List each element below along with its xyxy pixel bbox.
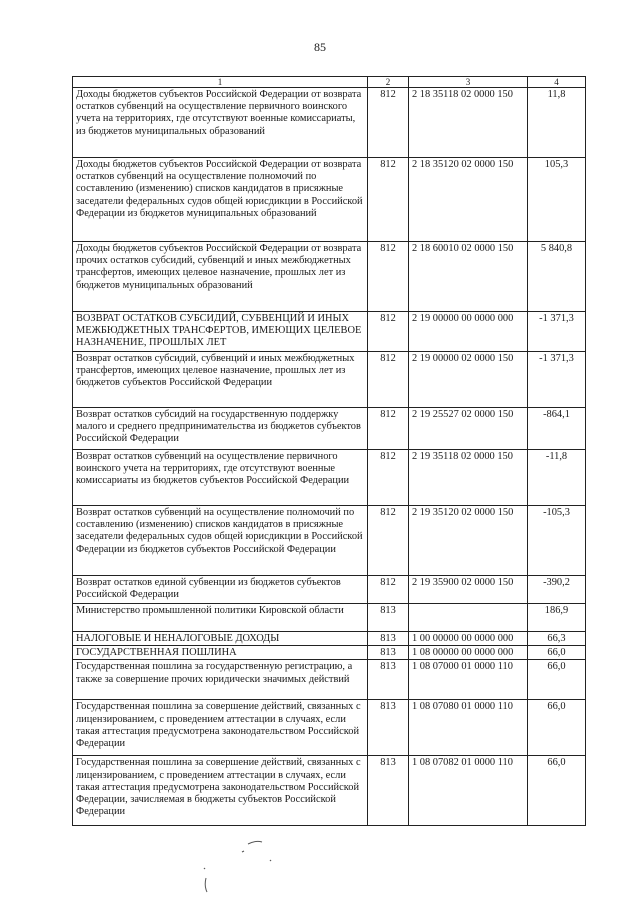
table-row xyxy=(73,158,586,242)
page-number: 85 xyxy=(314,40,326,54)
row-description: Государственная пошлина за совершение действий, связанных с лицензированием, с проведением аттестации в случаях, если такая аттестация предусмотрена законодательством Российской Федерации xyxy=(73,700,368,756)
row-admin-code: 812 xyxy=(368,158,409,242)
table-row xyxy=(73,646,586,660)
budget-revenue-table xyxy=(72,76,586,826)
row-description: ГОСУДАРСТВЕННАЯ ПОШЛИНА xyxy=(73,646,368,660)
table-row xyxy=(73,352,586,408)
row-description: Министерство промышленной политики Кировской области xyxy=(73,604,368,632)
row-amount: -864,1 xyxy=(528,408,586,450)
row-description: Возврат остатков субсидий на государственную поддержку малого и среднего предпринимательства из бюджетов субъектов Российской Федерации xyxy=(73,408,368,450)
table-row xyxy=(73,242,586,312)
table-row xyxy=(73,660,586,700)
row-amount: -105,3 xyxy=(528,506,586,576)
row-admin-code: 812 xyxy=(368,576,409,604)
table-row xyxy=(73,506,586,576)
column-header-amount: 4 xyxy=(528,77,586,88)
row-budget-code: 2 19 35120 02 0000 150 xyxy=(409,506,528,576)
row-admin-code: 812 xyxy=(368,88,409,158)
row-amount: -1 371,3 xyxy=(528,312,586,352)
row-budget-code: 2 19 00000 00 0000 000 xyxy=(409,312,528,352)
table-row xyxy=(73,700,586,756)
row-description: Доходы бюджетов субъектов Российской Федерации от возврата остатков субвенций на осуществление полномочий по составлению (изменению) списков кандидатов в присяжные заседатели федеральных судов общей юрисдикции в Российской Федерации из бюджетов муниципальных образований xyxy=(73,158,368,242)
table-row xyxy=(73,408,586,450)
row-budget-code xyxy=(409,604,528,632)
row-description: Доходы бюджетов субъектов Российской Федерации от возврата прочих остатков субсидий, субвенций и иных межбюджетных трансфертов, имеющих целевое назначение, прошлых лет из бюджетов муниципальных образований xyxy=(73,242,368,312)
row-amount: 11,8 xyxy=(528,88,586,158)
row-budget-code: 1 00 00000 00 0000 000 xyxy=(409,632,528,646)
row-budget-code: 2 18 35120 02 0000 150 xyxy=(409,158,528,242)
row-admin-code: 813 xyxy=(368,660,409,700)
row-budget-code: 2 19 25527 02 0000 150 xyxy=(409,408,528,450)
row-admin-code: 813 xyxy=(368,646,409,660)
row-amount: -1 371,3 xyxy=(528,352,586,408)
row-admin-code: 813 xyxy=(368,604,409,632)
row-amount: 66,3 xyxy=(528,632,586,646)
row-budget-code: 1 08 07000 01 0000 110 xyxy=(409,660,528,700)
table-row xyxy=(73,604,586,632)
row-description: Государственная пошлина за государственную регистрацию, а также за совершение прочих юридически значимых действий xyxy=(73,660,368,700)
row-budget-code: 2 19 35118 02 0000 150 xyxy=(409,450,528,506)
column-header-admin-code: 2 xyxy=(368,77,409,88)
row-description: Возврат остатков субвенций на осуществление первичного воинского учета на территориях, где отсутствуют военные комиссариаты из бюджетов субъектов Российской Федерации xyxy=(73,450,368,506)
row-description: Возврат остатков единой субвенции из бюджетов субъектов Российской Федерации xyxy=(73,576,368,604)
row-amount: -11,8 xyxy=(528,450,586,506)
row-description: Возврат остатков субвенций на осуществление полномочий по составлению (изменению) списков кандидатов в присяжные заседатели федеральных судов общей юрисдикции в Российской Федерации из бюджетов субъектов Российской Федерации xyxy=(73,506,368,576)
table-row xyxy=(73,450,586,506)
row-description: ВОЗВРАТ ОСТАТКОВ СУБСИДИЙ, СУБВЕНЦИЙ И ИНЫХ МЕЖБЮДЖЕТНЫХ ТРАНСФЕРТОВ, ИМЕЮЩИХ ЦЕЛЕВОЕ НАЗНАЧЕНИЕ, ПРОШЛЫХ ЛЕТ xyxy=(73,312,368,352)
table-row xyxy=(73,756,586,826)
handwritten-marks xyxy=(190,838,280,898)
row-description: Возврат остатков субсидий, субвенций и иных межбюджетных трансфертов, имеющих целевое назначение, прошлых лет из бюджетов субъектов Российской Федерации xyxy=(73,352,368,408)
row-amount: 66,0 xyxy=(528,646,586,660)
row-budget-code: 1 08 07080 01 0000 110 xyxy=(409,700,528,756)
row-amount: 66,0 xyxy=(528,756,586,826)
row-admin-code: 813 xyxy=(368,632,409,646)
row-description: НАЛОГОВЫЕ И НЕНАЛОГОВЫЕ ДОХОДЫ xyxy=(73,632,368,646)
table-row xyxy=(73,632,586,646)
row-budget-code: 1 08 07082 01 0000 110 xyxy=(409,756,528,826)
row-description: Доходы бюджетов субъектов Российской Федерации от возврата остатков субвенций на осуществление первичного воинского учета на территориях, где отсутствуют военные комиссариаты, из бюджетов муниципальных образований xyxy=(73,88,368,158)
row-admin-code: 812 xyxy=(368,312,409,352)
row-budget-code: 2 19 35900 02 0000 150 xyxy=(409,576,528,604)
row-amount: -390,2 xyxy=(528,576,586,604)
row-admin-code: 812 xyxy=(368,242,409,312)
row-budget-code: 2 19 00000 02 0000 150 xyxy=(409,352,528,408)
row-admin-code: 813 xyxy=(368,756,409,826)
row-amount: 66,0 xyxy=(528,700,586,756)
row-admin-code: 812 xyxy=(368,352,409,408)
row-amount: 186,9 xyxy=(528,604,586,632)
table-row xyxy=(73,576,586,604)
row-amount: 105,3 xyxy=(528,158,586,242)
table-body xyxy=(73,88,586,826)
table-row xyxy=(73,312,586,352)
row-admin-code: 812 xyxy=(368,408,409,450)
row-admin-code: 813 xyxy=(368,700,409,756)
row-budget-code: 2 18 35118 02 0000 150 xyxy=(409,88,528,158)
table-row xyxy=(73,88,586,158)
column-header-budget-code: 3 xyxy=(409,77,528,88)
row-admin-code: 812 xyxy=(368,506,409,576)
row-amount: 66,0 xyxy=(528,660,586,700)
row-amount: 5 840,8 xyxy=(528,242,586,312)
table-header-row xyxy=(73,77,586,88)
row-budget-code: 1 08 00000 00 0000 000 xyxy=(409,646,528,660)
row-description: Государственная пошлина за совершение действий, связанных с лицензированием, с проведением аттестации в случаях, если такая аттестация предусмотрена законодательством Российской Федерации, зачисляемая в бюджеты субъектов Российской Федерации xyxy=(73,756,368,826)
column-header-description: 1 xyxy=(73,77,368,88)
row-admin-code: 812 xyxy=(368,450,409,506)
row-budget-code: 2 18 60010 02 0000 150 xyxy=(409,242,528,312)
